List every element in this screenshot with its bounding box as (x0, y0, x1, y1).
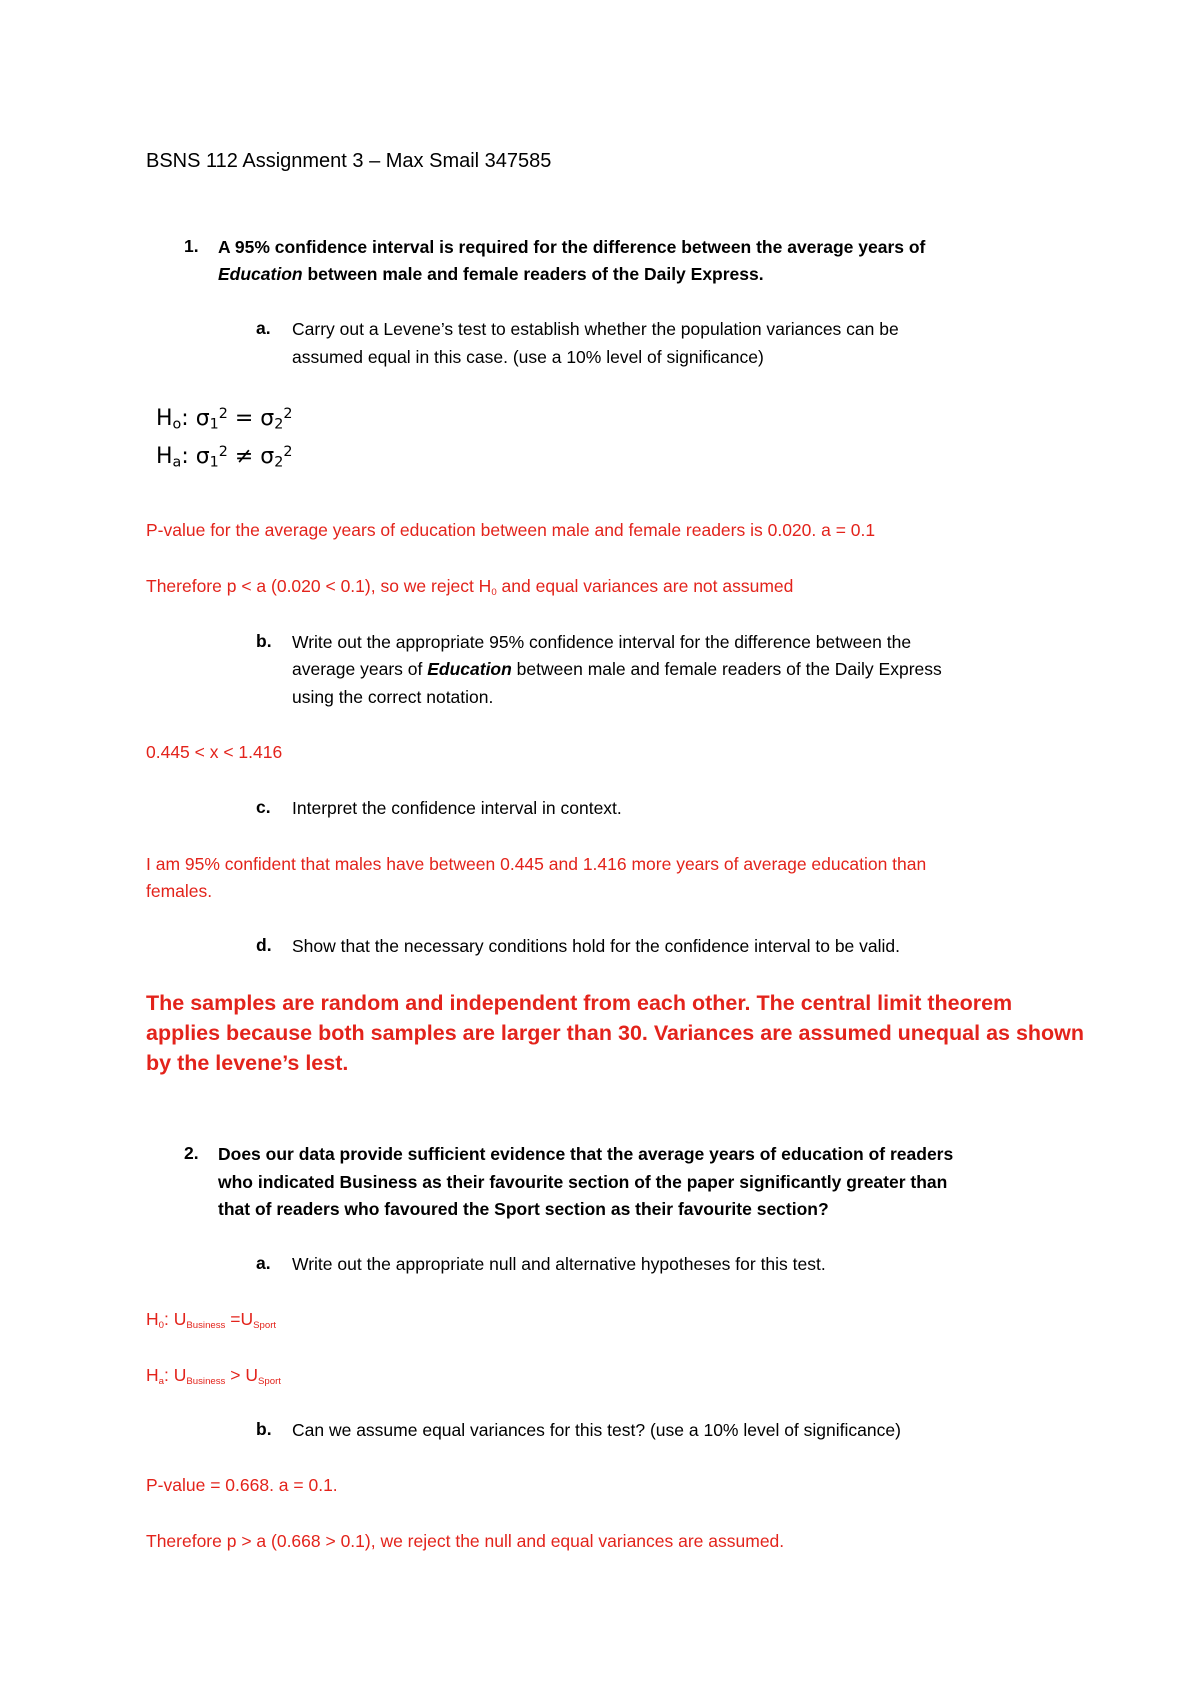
question-1c-answer-2: females. (146, 881, 213, 901)
question-1d-answer-1: The samples are random and independent from each other. The central limit theorem (146, 991, 1013, 1015)
question-1-number: 1. (184, 236, 199, 256)
question-1-line-2 (218, 261, 764, 288)
question-1b-line-1: Write out the appropriate 95% confidence interval for the difference between the (292, 632, 912, 652)
question-1d-answer-3: by the levene’s lest. (146, 1051, 349, 1075)
question-2-line-2: who indicated Business as their favourite section of the paper significantly greater than (218, 1172, 948, 1192)
question-1-italic-education: Education (218, 264, 303, 284)
levene-alternative-hypothesis: $H_a$: $\sigma_1^2 \ne \sigma_2^2$ (156, 443, 293, 471)
question-1b-letter: b. (256, 631, 272, 651)
question-2-line-1: Does our data provide sufficient evidence that the average years of education of readers (218, 1144, 954, 1164)
question-1b-line-2: average years of Education between male and female readers of the Daily Express (292, 659, 942, 679)
question-1-line-2-rest: between male and female readers of the Daily Express. (302, 264, 764, 284)
levene-null-hypothesis: $H_o$: $\sigma_1^2 = \sigma_2^2$ (156, 405, 293, 433)
question-2a-line-1: Write out the appropriate null and alternative hypotheses for this test. (292, 1254, 826, 1274)
question-1b-answer: 0.445 < x < 1.416 (146, 742, 283, 762)
question-2b-letter: b. (256, 1419, 272, 1439)
question-1a-line-1: Carry out a Levene’s test to establish whether the population variances can be (292, 319, 899, 339)
question-2a-null-hypothesis: H0: UBusiness =USport (146, 1309, 277, 1331)
question-1a-line-2: assumed equal in this case. (use a 10% level of significance) (292, 347, 764, 367)
question-1d-line-1: Show that the necessary conditions hold for the confidence interval to be valid. (292, 936, 901, 956)
question-1b-italic-education: Education (427, 659, 512, 679)
question-1d-answer-2: applies because both samples are larger than 30. Variances are assumed unequal as shown (146, 1021, 1085, 1045)
question-2b-answer-1: P-value = 0.668. a = 0.1. (146, 1475, 338, 1495)
question-1c-answer-1: I am 95% confident that males have between 0.445 and 1.416 more years of average education than (146, 854, 927, 874)
question-1a-letter: a. (256, 318, 271, 338)
question-1a-answer-2: Therefore p < a (0.020 < 0.1), so we reject H0 and equal variances are not assumed (146, 576, 794, 598)
question-2-number: 2. (184, 1143, 199, 1163)
document-title: BSNS 112 Assignment 3 – Max Smail 347585 (146, 150, 552, 172)
question-2a-letter: a. (256, 1253, 271, 1273)
question-1b-line-3: using the correct notation. (292, 687, 494, 707)
question-2b-answer-2: Therefore p > a (0.668 > 0.1), we reject the null and equal variances are assumed. (146, 1531, 785, 1551)
question-1d-letter: d. (256, 935, 272, 955)
question-2a-alternative-hypothesis: Ha: UBusiness > USport (146, 1365, 281, 1387)
question-2b-line-1: Can we assume equal variances for this test? (use a 10% level of significance) (292, 1420, 901, 1440)
question-1a-answer-1: P-value for the average years of education between male and female readers is 0.020. a = 0.1 (146, 520, 876, 540)
question-2-line-3: that of readers who favoured the Sport section as their favourite section? (218, 1199, 829, 1219)
question-1c-letter: c. (256, 797, 271, 817)
question-1c-line-1: Interpret the confidence interval in context. (292, 798, 622, 818)
question-1-line-1: A 95% confidence interval is required for the difference between the average years of (218, 237, 926, 257)
